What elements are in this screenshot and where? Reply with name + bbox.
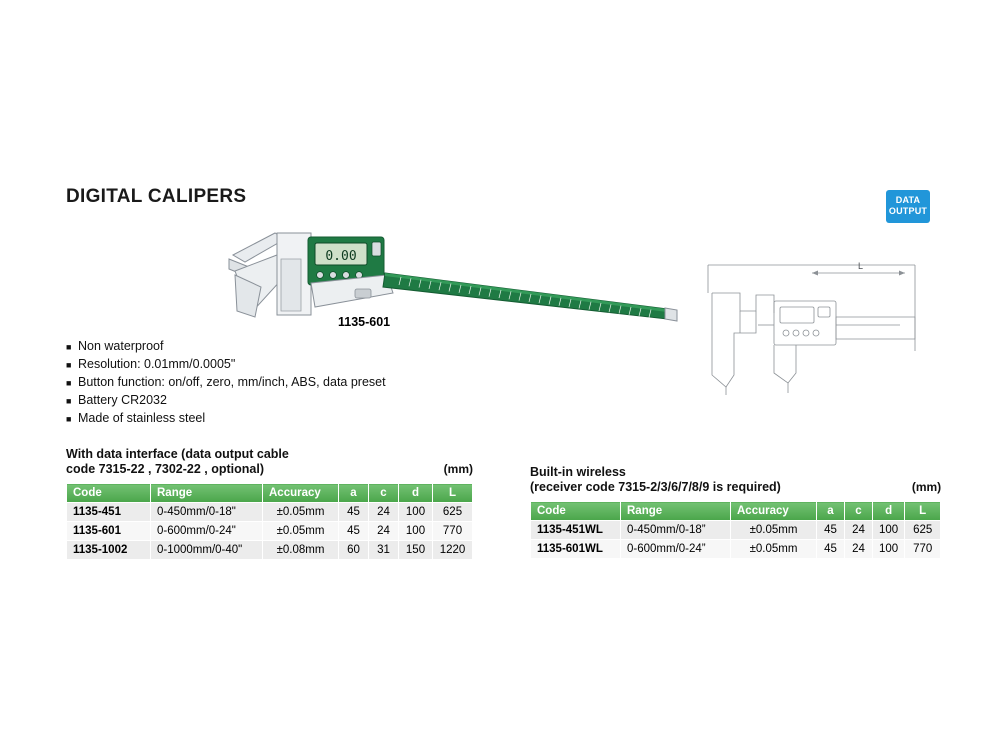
table-row	[531, 521, 941, 540]
bullet-icon	[66, 411, 78, 428]
bullet-icon	[66, 393, 78, 410]
cell-accuracy: ±0.05mm	[731, 521, 817, 540]
cell-accuracy: ±0.05mm	[731, 540, 817, 559]
cell-accuracy: ±0.08mm	[263, 541, 339, 560]
bullet-icon	[66, 339, 78, 356]
cell-d: 150	[399, 541, 433, 560]
cell-l: 1220	[433, 541, 473, 560]
col-header-c: c	[845, 502, 873, 521]
col-header-code: Code	[67, 484, 151, 503]
cell-a: 45	[817, 521, 845, 540]
list-item	[66, 338, 386, 356]
feature-text: Made of stainless steel	[78, 411, 206, 425]
feature-list	[66, 338, 386, 428]
table-row	[67, 503, 473, 522]
data-output-badge	[886, 190, 930, 223]
col-header-d: d	[399, 484, 433, 503]
list-item	[66, 374, 386, 392]
product-photo-caliper	[215, 215, 685, 345]
cell-code: 1135-601	[67, 522, 151, 541]
table-row	[67, 541, 473, 560]
bullet-icon	[66, 375, 78, 392]
col-header-l: L	[433, 484, 473, 503]
caption-line-2: code 7315-22 , 7302-22 , optional)	[66, 462, 264, 476]
table-block-data-interface	[66, 447, 473, 560]
unit-label: (mm)	[443, 462, 473, 476]
cell-a: 60	[339, 541, 369, 560]
cell-l: 625	[433, 503, 473, 522]
cell-d: 100	[873, 540, 905, 559]
cell-accuracy: ±0.05mm	[263, 503, 339, 522]
col-header-d: d	[873, 502, 905, 521]
cell-accuracy: ±0.05mm	[263, 522, 339, 541]
col-header-range: Range	[151, 484, 263, 503]
cell-d: 100	[399, 503, 433, 522]
cell-l: 770	[905, 540, 941, 559]
badge-line-1: DATA	[895, 195, 921, 205]
col-header-range: Range	[621, 502, 731, 521]
table-row	[531, 540, 941, 559]
spec-table-wireless	[530, 501, 941, 559]
cell-d: 100	[873, 521, 905, 540]
feature-text: Non waterproof	[78, 339, 164, 353]
col-header-accuracy: Accuracy	[263, 484, 339, 503]
cell-d: 100	[399, 522, 433, 541]
list-item	[66, 410, 386, 428]
product-model-label: 1135-601	[338, 315, 391, 329]
unit-label: (mm)	[911, 480, 942, 494]
cell-code: 1135-601WL	[531, 540, 621, 559]
cell-l: 770	[433, 522, 473, 541]
cell-c: 24	[369, 503, 399, 522]
col-header-c: c	[369, 484, 399, 503]
col-header-a: a	[817, 502, 845, 521]
page-title: DIGITAL CALIPERS	[66, 186, 247, 207]
feature-text: Button function: on/off, zero, mm/inch, ABS, data preset	[78, 375, 386, 389]
cell-c: 31	[369, 541, 399, 560]
col-header-code: Code	[531, 502, 621, 521]
col-header-l: L	[905, 502, 941, 521]
list-item	[66, 392, 386, 410]
table-header-row	[531, 502, 941, 521]
cell-l: 625	[905, 521, 941, 540]
cell-range: 0-600mm/0-24"	[151, 522, 263, 541]
caption-line-1: Built-in wireless	[530, 465, 626, 479]
list-item	[66, 356, 386, 374]
cell-range: 0-450mm/0-18"	[151, 503, 263, 522]
caption-line-2: (receiver code 7315-2/3/6/7/8/9 is required)	[530, 480, 781, 494]
spec-table-data-interface	[66, 483, 473, 560]
badge-line-2: OUTPUT	[888, 206, 928, 216]
table-block-wireless	[530, 465, 941, 559]
table-caption	[530, 465, 941, 495]
technical-drawing	[700, 255, 930, 405]
table-header-row	[67, 484, 473, 503]
cell-range: 0-1000mm/0-40"	[151, 541, 263, 560]
caption-line-1: With data interface (data output cable	[66, 447, 289, 461]
col-header-a: a	[339, 484, 369, 503]
feature-text: Battery CR2032	[78, 393, 167, 407]
col-header-accuracy: Accuracy	[731, 502, 817, 521]
cell-range: 0-600mm/0-24”	[621, 540, 731, 559]
cell-c: 24	[369, 522, 399, 541]
table-row	[67, 522, 473, 541]
cell-a: 45	[817, 540, 845, 559]
cell-a: 45	[339, 503, 369, 522]
cell-code: 1135-451WL	[531, 521, 621, 540]
cell-c: 24	[845, 540, 873, 559]
feature-text: Resolution: 0.01mm/0.0005"	[78, 357, 236, 371]
cell-code: 1135-1002	[67, 541, 151, 560]
cell-a: 45	[339, 522, 369, 541]
bullet-icon	[66, 357, 78, 374]
cell-c: 24	[845, 521, 873, 540]
dimension-label-L: L	[858, 261, 864, 271]
cell-range: 0-450mm/0-18”	[621, 521, 731, 540]
table-caption	[66, 447, 473, 477]
cell-code: 1135-451	[67, 503, 151, 522]
svg-text:0.00: 0.00	[325, 249, 357, 264]
